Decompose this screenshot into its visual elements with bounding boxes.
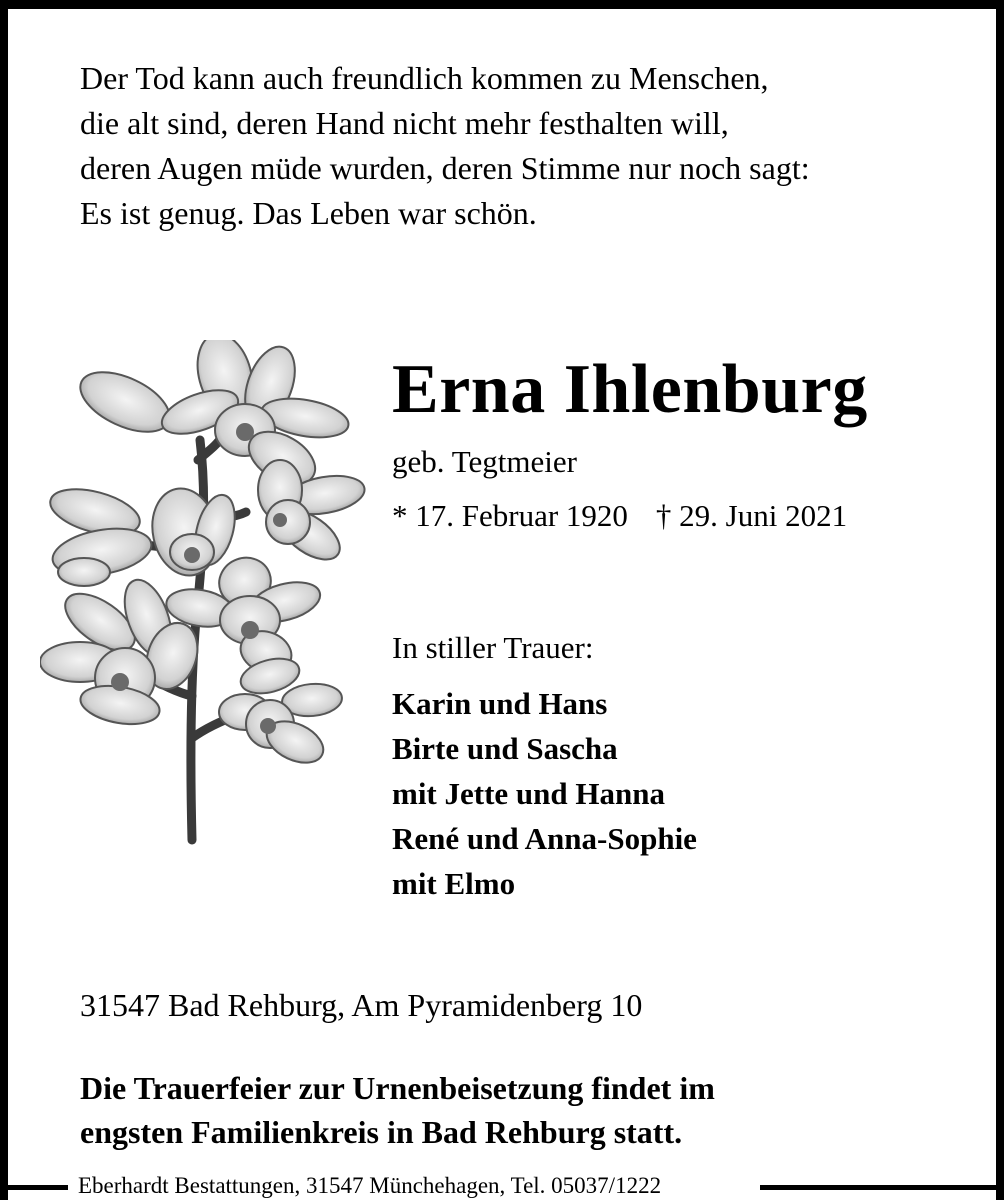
- address: 31547 Bad Rehburg, Am Pyramidenberg 10: [80, 987, 643, 1023]
- mourner-line: Birte und Sascha: [392, 731, 618, 766]
- deceased-name: Erna Ihlenburg: [392, 351, 868, 428]
- mourner-line: mit Jette und Hanna: [392, 776, 665, 811]
- mourner-line: René und Anna-Sophie: [392, 821, 697, 856]
- death-date: † 29. Juni 2021: [655, 498, 848, 533]
- bottom-rule-left: [0, 1185, 68, 1190]
- ceremony-notice: [80, 1066, 715, 1154]
- poem: [80, 56, 810, 236]
- mourner-line: Karin und Hans: [392, 686, 608, 721]
- poem-line: die alt sind, deren Hand nicht mehr festhalten will,: [80, 105, 729, 141]
- poem-line: deren Augen müde wurden, deren Stimme nur noch sagt:: [80, 150, 810, 186]
- maiden-name: geb. Tegtmeier: [392, 444, 577, 479]
- mourning-label: In stiller Trauer:: [392, 630, 594, 665]
- bottom-rule-right: [760, 1185, 1004, 1190]
- ceremony-line: engsten Familienkreis in Bad Rehburg statt.: [80, 1114, 683, 1150]
- poem-line: Der Tod kann auch freundlich kommen zu Menschen,: [80, 60, 769, 96]
- orchid-icon: [40, 340, 370, 850]
- mourner-line: mit Elmo: [392, 866, 516, 901]
- birth-date: * 17. Februar 1920: [392, 498, 628, 533]
- poem-line: Es ist genug. Das Leben war schön.: [80, 195, 537, 231]
- funeral-home-line: Eberhardt Bestattungen, 31547 Münchehagen, Tel. 05037/1222: [78, 1173, 662, 1198]
- life-dates: [392, 496, 847, 536]
- ceremony-line: Die Trauerfeier zur Urnenbeisetzung findet im: [80, 1070, 715, 1106]
- mourners-list: [392, 681, 697, 906]
